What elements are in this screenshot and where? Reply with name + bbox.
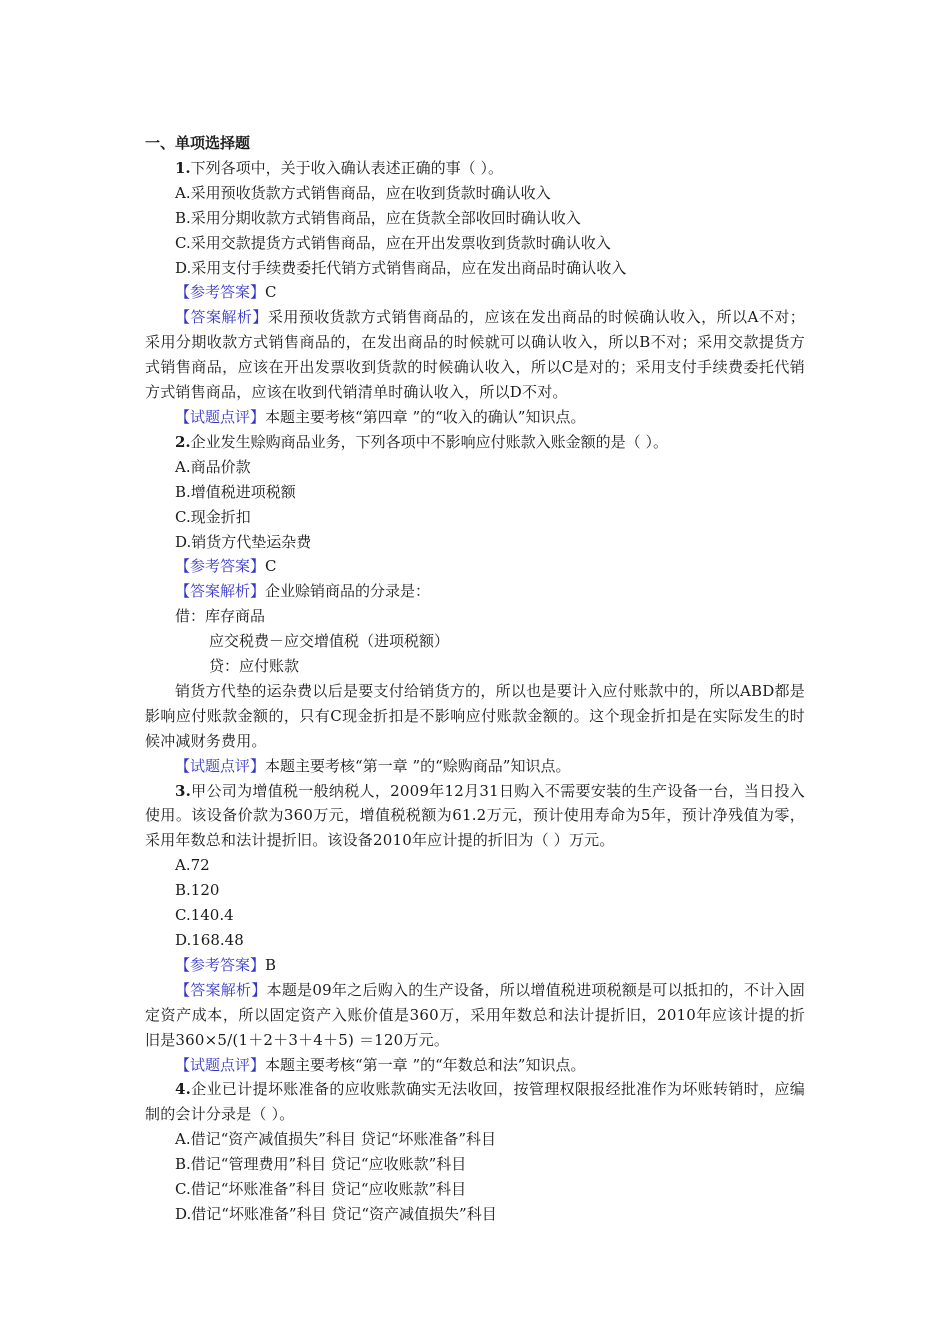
option-d: D.借记“坏账准备”科目 贷记“资产减值损失”科目 bbox=[175, 1204, 497, 1223]
answer-line bbox=[145, 953, 805, 978]
analysis-paragraph bbox=[145, 305, 805, 405]
option-d: D.销货方代垫运杂费 bbox=[175, 532, 312, 551]
question-number: 2. bbox=[175, 432, 191, 451]
question-text: 下列各项中，关于收入确认表述正确的事（ ）。 bbox=[190, 158, 503, 177]
analysis-head-line bbox=[145, 579, 805, 604]
comment-line bbox=[145, 754, 805, 779]
answer-tag: 【参考答案】 bbox=[175, 283, 266, 302]
analysis-tag: 【答案解析】 bbox=[175, 308, 268, 327]
question-text: 企业已计提坏账准备的应收账款确实无法收回，按管理权限报经批准作为坏账转销时，应编制的会计分录是（ ）。 bbox=[145, 1080, 805, 1124]
option-d: D.采用支付手续费委托代销方式销售商品，应在发出商品时确认收入 bbox=[175, 258, 627, 277]
analysis-paragraph: 销货方代垫的运杂费以后是要支付给销货方的，所以也是要计入应付账款中的，所以ABD都是影响应付账款金额的，只有C现金折扣是不影响应付账款金额的。这个现金折扣是在实际发生的时候冲减财务费用。 bbox=[145, 681, 805, 750]
question-number: 3. bbox=[175, 781, 192, 800]
journal-entry-debit-2: 应交税费－应交增值税（进项税额） bbox=[209, 632, 450, 651]
question-number: 1. bbox=[175, 158, 191, 177]
answer-tag: 【参考答案】 bbox=[175, 557, 266, 576]
option-c: C.现金折扣 bbox=[175, 507, 251, 526]
analysis-text: 企业赊销商品的分录是： bbox=[265, 582, 431, 601]
comment-text: 本题主要考核“第一章 ”的“赊购商品”知识点。 bbox=[265, 756, 571, 775]
comment-tag: 【试题点评】 bbox=[175, 407, 266, 426]
comment-text: 本题主要考核“第一章 ”的“年数总和法”知识点。 bbox=[265, 1055, 586, 1074]
option-c: C.采用交款提货方式销售商品，应在开出发票收到货款时确认收入 bbox=[175, 233, 611, 252]
option-c: C.140.4 bbox=[175, 906, 234, 925]
option-a: A.借记“资产减值损失”科目 贷记“坏账准备”科目 bbox=[175, 1130, 497, 1149]
analysis-tag: 【答案解析】 bbox=[175, 582, 266, 601]
answer-value: B bbox=[265, 955, 277, 974]
option-d: D.168.48 bbox=[175, 931, 244, 949]
answer-value: C bbox=[265, 557, 277, 576]
question-number: 4. bbox=[175, 1080, 192, 1099]
comment-tag: 【试题点评】 bbox=[175, 756, 266, 775]
question-4-stem bbox=[145, 1077, 805, 1127]
option-b: B.增值税进项税额 bbox=[175, 482, 296, 501]
analysis-paragraph bbox=[145, 978, 805, 1053]
analysis-tag: 【答案解析】 bbox=[175, 980, 267, 999]
question-3-stem bbox=[145, 779, 805, 854]
option-a: A.商品价款 bbox=[175, 457, 251, 476]
analysis-text: 采用预收货款方式销售商品的，应该在发出商品的时候确认收入，所以A不对；采用分期收款方式销售商品的，在发出商品的时候就可以确认收入，所以B不对；采用交款提货方式销售商品，应该在开出发票收到货款的时候确认收入，所以C是对的；采用支付手续费委托代销方式销售商品，应该在收到代销清单时确认收入，所以D不对。 bbox=[145, 308, 805, 402]
option-b: B.采用分期收款方式销售商品，应在货款全部收回时确认收入 bbox=[175, 208, 581, 227]
question-1-stem bbox=[145, 156, 805, 181]
document-page bbox=[145, 131, 805, 1227]
journal-entry-credit: 贷：应付账款 bbox=[209, 657, 300, 676]
option-c: C.借记“坏账准备”科目 贷记“应收账款”科目 bbox=[175, 1180, 467, 1199]
section-title: 一、单项选择题 bbox=[145, 134, 251, 152]
answer-line bbox=[145, 554, 805, 579]
comment-tag: 【试题点评】 bbox=[175, 1055, 266, 1074]
comment-line bbox=[145, 405, 805, 430]
question-2-stem bbox=[145, 430, 805, 455]
analysis-text: 本题是09年之后购入的生产设备，所以增值税进项税额是可以抵扣的，不计入固定资产成本，所以固定资产入账价值是360万，采用年数总和法计提折旧，2010年应该计提的折旧是360×5/(1＋2＋3＋4＋5) ＝120万元。 bbox=[145, 980, 805, 1049]
comment-text: 本题主要考核“第四章 ”的“收入的确认”知识点。 bbox=[265, 407, 586, 426]
answer-value: C bbox=[265, 283, 277, 302]
option-a: A.72 bbox=[175, 856, 210, 875]
journal-entry-debit: 借：库存商品 bbox=[175, 607, 266, 626]
option-b: B.120 bbox=[175, 881, 220, 900]
option-a: A.采用预收货款方式销售商品，应在收到货款时确认收入 bbox=[175, 183, 551, 202]
question-text: 甲公司为增值税一般纳税人，2009年12月31日购入不需要安装的生产设备一台，当日投入使用。该设备价款为360万元，增值税税额为61.2万元，预计使用寿命为5年，预计净残值为零，采用年数总和法计提折旧。该设备2010年应计提的折旧为（ ）万元。 bbox=[145, 781, 805, 850]
question-text: 企业发生赊购商品业务，下列各项中不影响应付账款入账金额的是（ ）。 bbox=[190, 432, 668, 451]
option-b: B.借记“管理费用”科目 贷记“应收账款”科目 bbox=[175, 1155, 467, 1174]
answer-tag: 【参考答案】 bbox=[175, 955, 266, 974]
comment-line bbox=[145, 1053, 805, 1078]
answer-line bbox=[145, 280, 805, 305]
